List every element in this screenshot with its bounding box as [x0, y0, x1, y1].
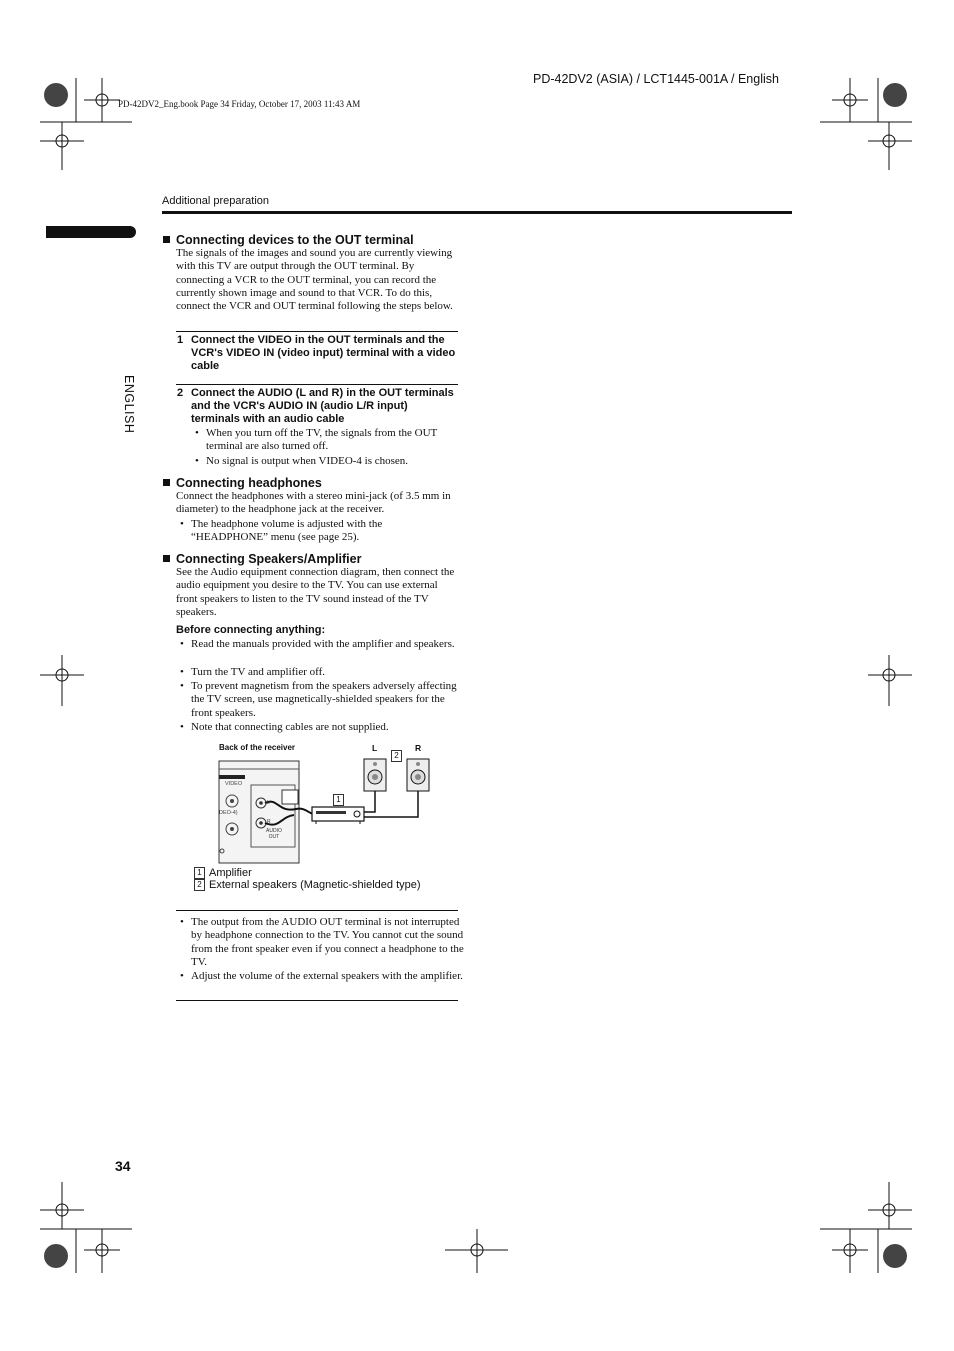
video4-terminal-label: DEO-4) — [219, 810, 238, 816]
list-item: • Note that connecting cables are not supplied. — [176, 721, 461, 734]
speakers-body: See the Audio equipment connection diagram, then connect the audio equipment you desire to the TV. You can use external front speakers to listen to the TV sound instead of the TV speakers. — [176, 566, 455, 618]
speaker-left-label: L — [372, 743, 378, 753]
speaker-right-label: R — [415, 743, 422, 753]
list-item: • The headphone volume is adjusted with the “HEADPHONE” menu (see page 25). — [176, 518, 421, 545]
note-divider-bottom — [176, 1000, 458, 1001]
list-item: • Read the manuals provided with the amplifier and speakers. — [176, 638, 461, 651]
step-2: 2 Connect the AUDIO (L and R) in the OUT terminals and the VCR's AUDIO IN (audio L/R input) terminals with an audio cable — [177, 387, 454, 425]
page-number: 34 — [115, 1158, 131, 1174]
chapter-tab — [46, 226, 136, 238]
side-language-label: ENGLISH — [122, 375, 136, 434]
diagram-back-label: Back of the receiver — [219, 743, 296, 752]
out-terminal-body: The signals of the images and sound you are currently viewing with this TV are output through the OUT terminal. By connecting a VCR to the OUT terminal, you can record the currently shown image and sound to that VCR. To do this, connect the VCR and OUT terminal following the steps below. — [176, 247, 453, 313]
step-divider — [176, 384, 458, 385]
header-rule — [162, 211, 792, 214]
document-id: PD-42DV2 (ASIA) / LCT1445-001A / English — [533, 72, 779, 86]
callout-2: 2 — [391, 746, 406, 764]
list-item: • The output from the AUDIO OUT terminal is not interrupted by headphone connection to the TV. You cannot cut the sound from the front speaker even if you connect a headphone to the TV. — [176, 916, 467, 969]
step-divider — [176, 331, 458, 332]
terminal-r-label: R — [267, 819, 271, 825]
list-item: • To prevent magnetism from the speakers adversely affecting the TV screen, use magnetically-shielded speakers for the front speakers. — [176, 680, 461, 720]
legend-item: 2 External speakers (Magnetic-shielded type) — [194, 879, 421, 891]
speaker-connection-diagram — [218, 757, 438, 865]
heading-headphones: Connecting headphones — [176, 476, 322, 490]
list-item: • Adjust the volume of the external speakers with the amplifier. — [176, 970, 467, 983]
list-item: • When you turn off the TV, the signals from the OUT terminal are also turned off. — [191, 427, 473, 454]
legend-item: 1 Amplifier — [194, 867, 252, 879]
note-divider-top — [176, 910, 458, 911]
list-item: • No signal is output when VIDEO-4 is chosen. — [191, 455, 473, 468]
book-info-line: PD-42DV2_Eng.book Page 34 Friday, October 17, 2003 11:43 AM — [118, 99, 361, 109]
video-terminal-label: VIDEO — [225, 781, 243, 787]
list-item: • Turn the TV and amplifier off. — [176, 666, 461, 679]
step-1: 1 Connect the VIDEO in the OUT terminals and the VCR's VIDEO IN (video input) terminal with a video cable — [177, 334, 456, 372]
audio-out-label: AUDIO OUT — [266, 828, 282, 840]
heading-out-terminal: Connecting devices to the OUT terminal — [176, 233, 414, 247]
section-label: Additional preparation — [162, 195, 270, 207]
terminal-l-label: L — [267, 800, 270, 806]
heading-speakers: Connecting Speakers/Amplifier — [176, 552, 361, 566]
headphones-body: Connect the headphones with a stereo mini-jack (of 3.5 mm in diameter) to the headphone jack at the receiver. — [176, 490, 451, 516]
callout-1: 1 — [333, 790, 348, 808]
before-connecting-label: Before connecting anything: — [176, 624, 326, 636]
